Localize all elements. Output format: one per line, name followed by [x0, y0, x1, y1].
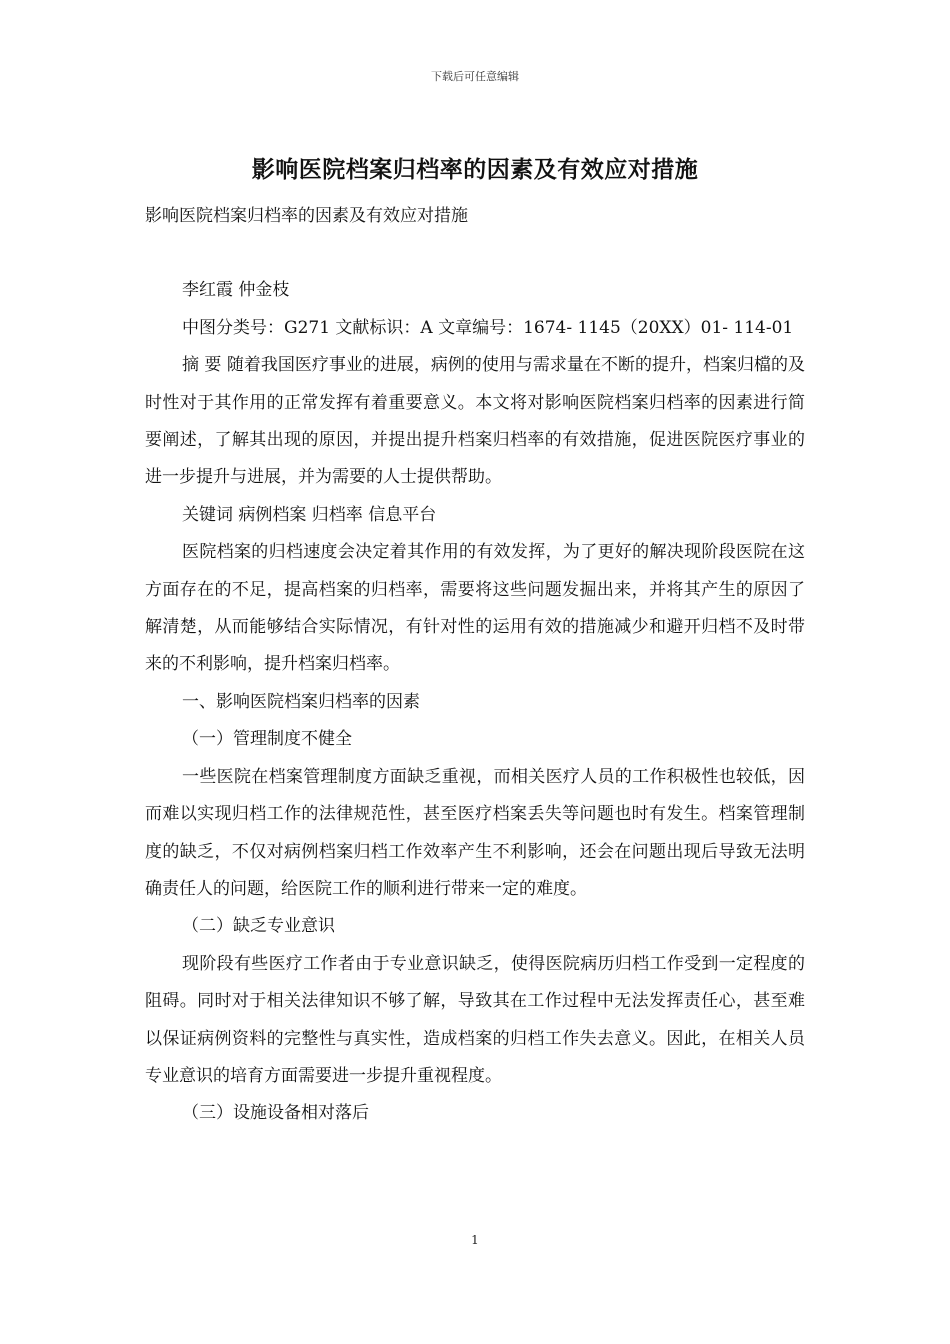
blank-line	[145, 235, 805, 272]
document-title: 影响医院档案归档率的因素及有效应对措施	[251, 156, 699, 183]
page-header-note: 下载后可任意编辑	[431, 70, 519, 83]
document-body	[145, 198, 805, 1133]
subsection-1-paragraph: 一些医院在档案管理制度方面缺乏重视，而相关医疗人员的工作积极性也较低，因而难以实现归档工作的法律规范性，甚至医疗档案丢失等问题也时有发生。档案管理制度的缺乏，不仅对病例档案归档工作效率产生不利影响，还会在问题出现后导致无法明确责任人的问题，给医院工作的顺利进行带来一定的难度。	[145, 766, 805, 899]
page-number: 1	[471, 1233, 479, 1247]
keywords-line: 关键词 病例档案 归档率 信息平台	[182, 504, 437, 525]
document-subtitle: 影响医院档案归档率的因素及有效应对措施	[145, 206, 468, 226]
section-1-heading: 一、影响医院档案归档率的因素	[182, 691, 420, 712]
authors-line: 李红霞 仲金枝	[182, 280, 290, 301]
abstract-paragraph: 摘 要 随着我国医疗事业的进展，病例的使用与需求量在不断的提升，档案归檔的及时性对于其作用的正常发挥有着重要意义。本文将对影响医院档案归档率的因素进行简要阐述，了解其出现的原因，并提出提升档案归档率的有效措施，促进医院医疗事业的进一步提升与进展，并为需要的人士提供帮助。	[145, 355, 805, 488]
subsection-1-heading: （一）管理制度不健全	[182, 729, 352, 750]
subsection-2-heading: （二）缺乏专业意识	[182, 916, 335, 937]
classification-line: 中图分类号：G271 文献标识：A 文章编号：1674- 1145（20XX）01- 114-01	[182, 317, 794, 338]
subsection-3-heading: （三）设施设备相对落后	[182, 1103, 369, 1124]
intro-paragraph: 医院档案的归档速度会决定着其作用的有效发挥，为了更好的解决现阶段医院在这方面存在的不足，提高档案的归档率，需要将这些问题发掘出来，并将其产生的原因了解清楚，从而能够结合实际情况，有针对性的运用有效的措施减少和避开归档不及时带来的不利影响，提升档案归档率。	[145, 542, 805, 675]
subsection-2-paragraph: 现阶段有些医疗工作者由于专业意识缺乏，使得医院病历归档工作受到一定程度的阻碍。同时对于相关法律知识不够了解，导致其在工作过程中无法发挥责任心，甚至难以保证病例资料的完整性与真实性，造成档案的归档工作失去意义。因此，在相关人员专业意识的培育方面需要进一步提升重视程度。	[145, 953, 805, 1086]
